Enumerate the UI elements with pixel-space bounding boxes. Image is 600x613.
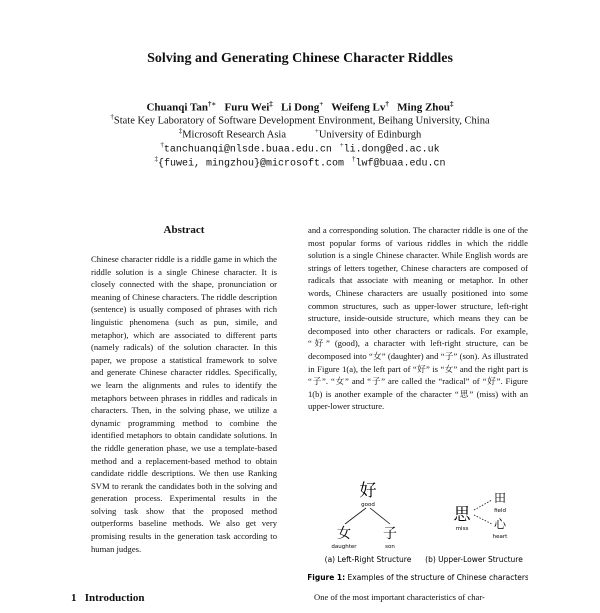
section-title: Introduction (84, 592, 145, 604)
email-address: tanchuanqi@nlsde.buaa.edu.cn (163, 144, 332, 156)
fig-a-top-char: 好 (359, 481, 377, 501)
email-address: {fuwei, mingzhou}@microsoft.com (158, 158, 345, 170)
fig-a-left-char: 女 (337, 526, 351, 542)
paper-title: Solving and Generating Chinese Character Riddles (147, 51, 453, 66)
section-heading (71, 592, 144, 604)
abstract-heading: Abstract (163, 224, 205, 236)
affiliation-mark: ‡ (178, 127, 183, 135)
fig-a-caption: (a) Left-Right Structure (324, 555, 412, 564)
email-address: li.dong@ed.ac.uk (343, 144, 440, 156)
fig-b-main-gloss: miss (455, 526, 469, 532)
intro-paragraph: and a corresponding solution. The character riddle is one of the most popular forms of various riddles in which the riddle solution is a single Chinese character. While English words are strings of letters together, Chinese characters are composed of radicals that associate with meaning or metaphor. In other words, Chinese characters are usually positioned into some common structures, such as upper-lower structure, left-right structure, inside-outside structure, which means they can be decomposed into other characters or radicals. For example, “好” (good), a character with left-right structure, can be decomposed into “女” (daughter) and “子” (son). As illustrated in Figure 1(a), the left part of “好” is “女” and the right part is “子”. “女” and “子” are called the “radical” of “好”. Figure 1(b) is another example of the character “思” (miss) with an upper-lower structure. (308, 225, 528, 412)
email-line-1 (0, 141, 600, 156)
affiliation-line-1 (0, 113, 600, 127)
author-mark: + (319, 100, 324, 108)
next-column-text: One of the most important characteristics of char- (314, 592, 485, 602)
author-name: Ming Zhou (397, 101, 451, 114)
email-mark: + (339, 141, 344, 149)
fig-a-left-gloss: daughter (331, 544, 357, 550)
fig-a-edge-right (370, 508, 390, 524)
affiliation-text: Microsoft Research Asia (182, 129, 286, 141)
affiliation-text: State Key Laboratory of Software Development Environment, Beihang University, China (113, 115, 490, 127)
fig-b-edge-bottom (474, 515, 492, 524)
author-mark: ‡ (450, 100, 454, 108)
fig-a-right-gloss: son (385, 544, 395, 550)
fig-b-bottom-gloss: heart (492, 534, 508, 540)
section-number: 1 (71, 592, 77, 604)
fig-b-top-gloss: field (494, 508, 506, 514)
email-mark: † (351, 155, 356, 163)
fig-b-top-char: 田 (493, 491, 507, 505)
figure-caption (308, 573, 528, 582)
fig-a-top-gloss: good (361, 502, 375, 508)
author-list (0, 99, 600, 114)
author-name: Li Dong (281, 101, 320, 114)
figure-caption-text: Examples of the structure of Chinese characters (347, 573, 528, 582)
affiliation-line-2 (0, 127, 600, 141)
author-mark: ‡ (269, 100, 273, 108)
fig-a-edge-left (345, 508, 366, 524)
fig-b-edge-top (474, 500, 492, 510)
author-mark: † (385, 100, 389, 108)
author-name: Chuanqi Tan (146, 101, 208, 114)
fig-b-main-char: 思 (453, 505, 471, 525)
author-name: Weifeng Lv (331, 101, 386, 114)
fig-b-caption: (b) Upper-Lower Structure (425, 555, 523, 564)
abstract-body: Chinese character riddle is a riddle game in which the riddle solution is a single Chinese character. It is closely connected with the shape, pronunciation or meaning of Chinese characters. The riddle description (sentence) is usually composed of phrases with rich linguistic phenomena (such as pun, simile, and metaphor), which are associated to different parts (namely radicals) of the solution character. In this paper, we propose a statistical framework to solve and generate Chinese character riddles. Specifically, we learn the alignments and rules to identify the metaphors between phrases in riddles and radicals in characters. Then, in the solving phase, we utilize a dynamic programming method to combine the identified metaphors to obtain candidate solutions. In the riddle generation phase, we use a template-based method and a replacement-based method to obtain candidate riddle descriptions. We then use Ranking SVM to rerank the candidates both in the solving and generation process. Experimental results in the solving task show that the proposed method outperforms baseline methods. We also get very promising results in the generation task according to human judges. (91, 254, 277, 554)
author-mark: †∗ (207, 100, 217, 108)
affiliation-text: University of Edinburgh (318, 129, 422, 141)
figure-caption-label: Figure 1: (308, 573, 346, 582)
email-mark: † (160, 141, 164, 149)
affiliation-mark: + (314, 127, 319, 135)
fig-a-right-char: 子 (383, 526, 397, 542)
author-name: Furu Wei (224, 101, 270, 114)
fig-b-bottom-char: 心 (493, 517, 507, 531)
email-line-2 (0, 155, 600, 170)
figure-1 (308, 468, 528, 608)
affiliation-mark: † (110, 113, 114, 121)
figure-1-diagram (308, 468, 528, 608)
email-mark: ‡ (154, 155, 159, 163)
email-address: lwf@buaa.edu.cn (355, 158, 446, 170)
